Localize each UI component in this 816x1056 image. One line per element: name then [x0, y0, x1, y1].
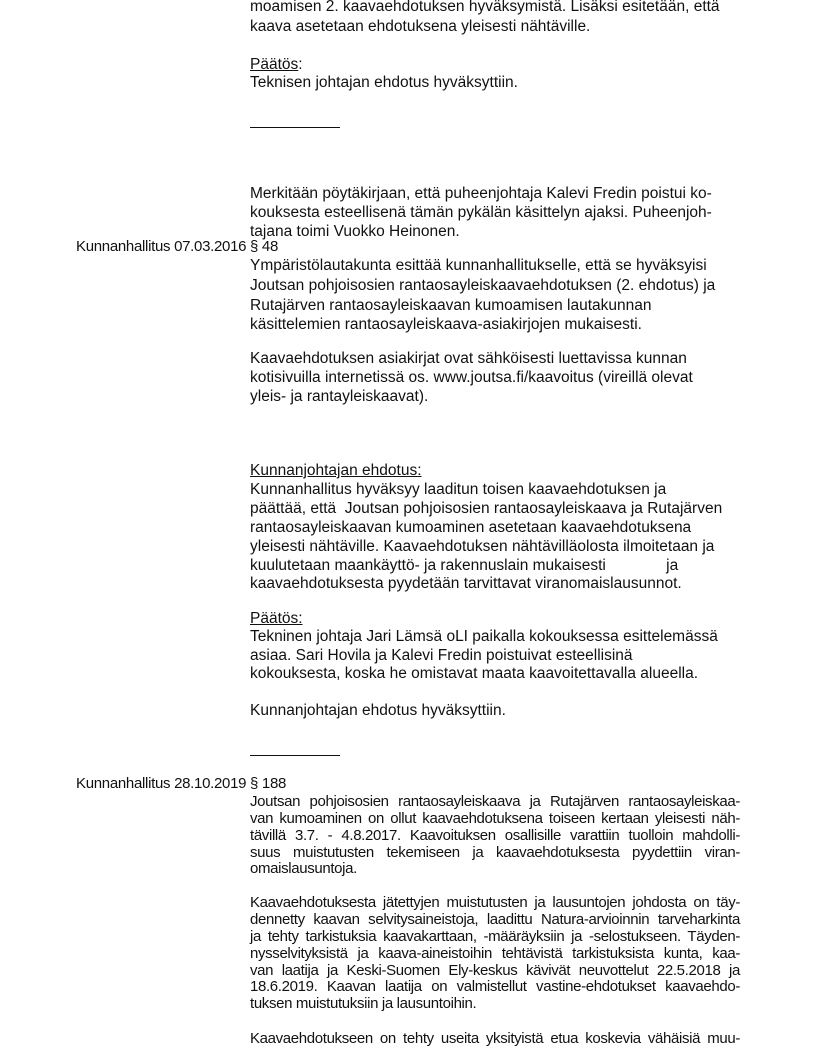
section-heading: Kunnanhallitus 28.10.2019 § 188: [76, 775, 287, 792]
decision-label-colon: :: [298, 56, 303, 73]
body-text-line: Ympäristölautakunta esittää kunnanhallitukselle, että se hyväksyisi: [250, 257, 707, 274]
body-text-line: käsittelemien rantaosayleiskaava-asiakirjojen mukaisesti.: [250, 316, 642, 333]
body-text-line: Kaavaehdotukseen on tehty useita yksityistä etua koskevia vähäisiä muu-: [250, 1030, 740, 1047]
decision-line: Tekninen johtaja Jari Lämsä oLI paikalla kokouksessa esittelemässä: [250, 628, 718, 645]
decision-label-text: Päätös: [250, 56, 299, 73]
separator-line: [250, 127, 340, 128]
body-text-line: tuksen muistutuksiin ja lausuntoihin.: [250, 995, 477, 1012]
body-text-line: yleis- ja rantayleiskaavat).: [250, 388, 429, 405]
body-text-line: ja tehty tarkistuksia kaavakarttaan, -määräyksiin ja -selostukseen. Täyden-: [250, 928, 740, 945]
proposal-line: yleisesti nähtäville. Kaavaehdotuksen nähtävilläolosta ilmoitetaan ja: [250, 538, 715, 555]
body-text-line: kotisivuilla internetissä os. www.joutsa.fi/kaavoitus (vireillä olevat: [250, 369, 693, 386]
body-text-line: Kaavaehdotuksesta jätettyjen muistutusten ja lausuntojen johdosta on täy-: [250, 894, 740, 911]
body-text-line: van laatija ja Keski-Suomen Ely-keskus kävivät neuvottelut 22.5.2018 ja: [250, 962, 740, 979]
section-heading: Kunnanhallitus 07.03.2016 § 48: [76, 238, 279, 255]
body-text-line: Joutsan pohjoisosien rantaosayleiskaava ja Rutajärven rantaosayleiskaa-: [250, 793, 740, 810]
body-text-line: kaava asetetaan ehdotuksena yleisesti nähtäville.: [250, 18, 591, 35]
note-line: tajana toimi Vuokko Heinonen.: [250, 223, 460, 240]
proposal-line: kaavaehdotuksesta pyydetään tarvittavat viranomaislausunnot.: [250, 575, 682, 592]
body-text-line: nysselvityksistä ja kaava-aineistoihin tehtävistä tarkistuksista kunta, kaa-: [250, 945, 740, 962]
proposal-line: Kunnanhallitus hyväksyy laaditun toisen kaavaehdotuksen ja: [250, 481, 667, 498]
note-line: kouksesta esteellisenä tämän pykälän käsittelyn ajaksi. Puheenjoh-: [250, 204, 712, 221]
decision-line: kokouksesta, koska he omistavat maata kaavoitettavalla alueella.: [250, 665, 699, 682]
note-line: Merkitään pöytäkirjaan, että puheenjohtaja Kalevi Fredin poistui ko-: [250, 185, 712, 202]
body-text-line: tävillä 3.7. - 4.8.2017. Kaavoituksen osallisille varattiin tuolloin mahdolli-: [250, 827, 740, 844]
proposal-line: rantaosayleiskaavan kumoaminen asetetaan kaavaehdotuksena: [250, 519, 692, 536]
body-text-line: Rutajärven rantaosayleiskaavan kumoamisen lautakunnan: [250, 297, 652, 314]
body-text-line: dennetty kaavan selvitysaineistoja, laadittu Natura-arvioinnin tarveharkinta: [250, 911, 740, 928]
proposal-label: Kunnanjohtajan ehdotus:: [250, 462, 422, 479]
body-text-line: Joutsan pohjoisosien rantaosayleiskaavaehdotuksen (2. ehdotus) ja: [250, 277, 716, 294]
body-text-line: omaislausuntoja.: [250, 860, 357, 877]
decision-line: asiaa. Sari Hovila ja Kalevi Fredin poistuivat esteellisinä: [250, 647, 633, 664]
body-text-line: van kumoaminen on ollut kaavaehdotuksena toiseen kertaan yleisesti näh-: [250, 810, 740, 827]
body-text-line: Kaavaehdotuksen asiakirjat ovat sähköisesti luettavissa kunnan: [250, 350, 687, 367]
body-text-line: moamisen 2. kaavaehdotuksen hyväksymistä. Lisäksi esitetään, että: [250, 0, 720, 15]
decision-label: Päätös:: [250, 610, 303, 627]
body-text-line: suus muistutusten tekemiseen ja kaavaehdotuksesta pyydettiin viran-: [250, 844, 740, 861]
decision-label: [250, 56, 303, 74]
proposal-line: kuulutetaan maankäyttö- ja rakennuslain mukaisesti ja: [250, 557, 679, 574]
proposal-line: päättää, että Joutsan pohjoisosien rantaosayleiskaava ja Rutajärven: [250, 500, 723, 517]
decision-result: Kunnanjohtajan ehdotus hyväksyttiin.: [250, 702, 506, 719]
decision-text: Teknisen johtajan ehdotus hyväksyttiin.: [250, 74, 518, 91]
body-text-line: 18.6.2019. Kaavan laatija on valmistellut vastine-ehdotukset kaavaehdo-: [250, 978, 740, 995]
separator-line: [250, 755, 340, 756]
